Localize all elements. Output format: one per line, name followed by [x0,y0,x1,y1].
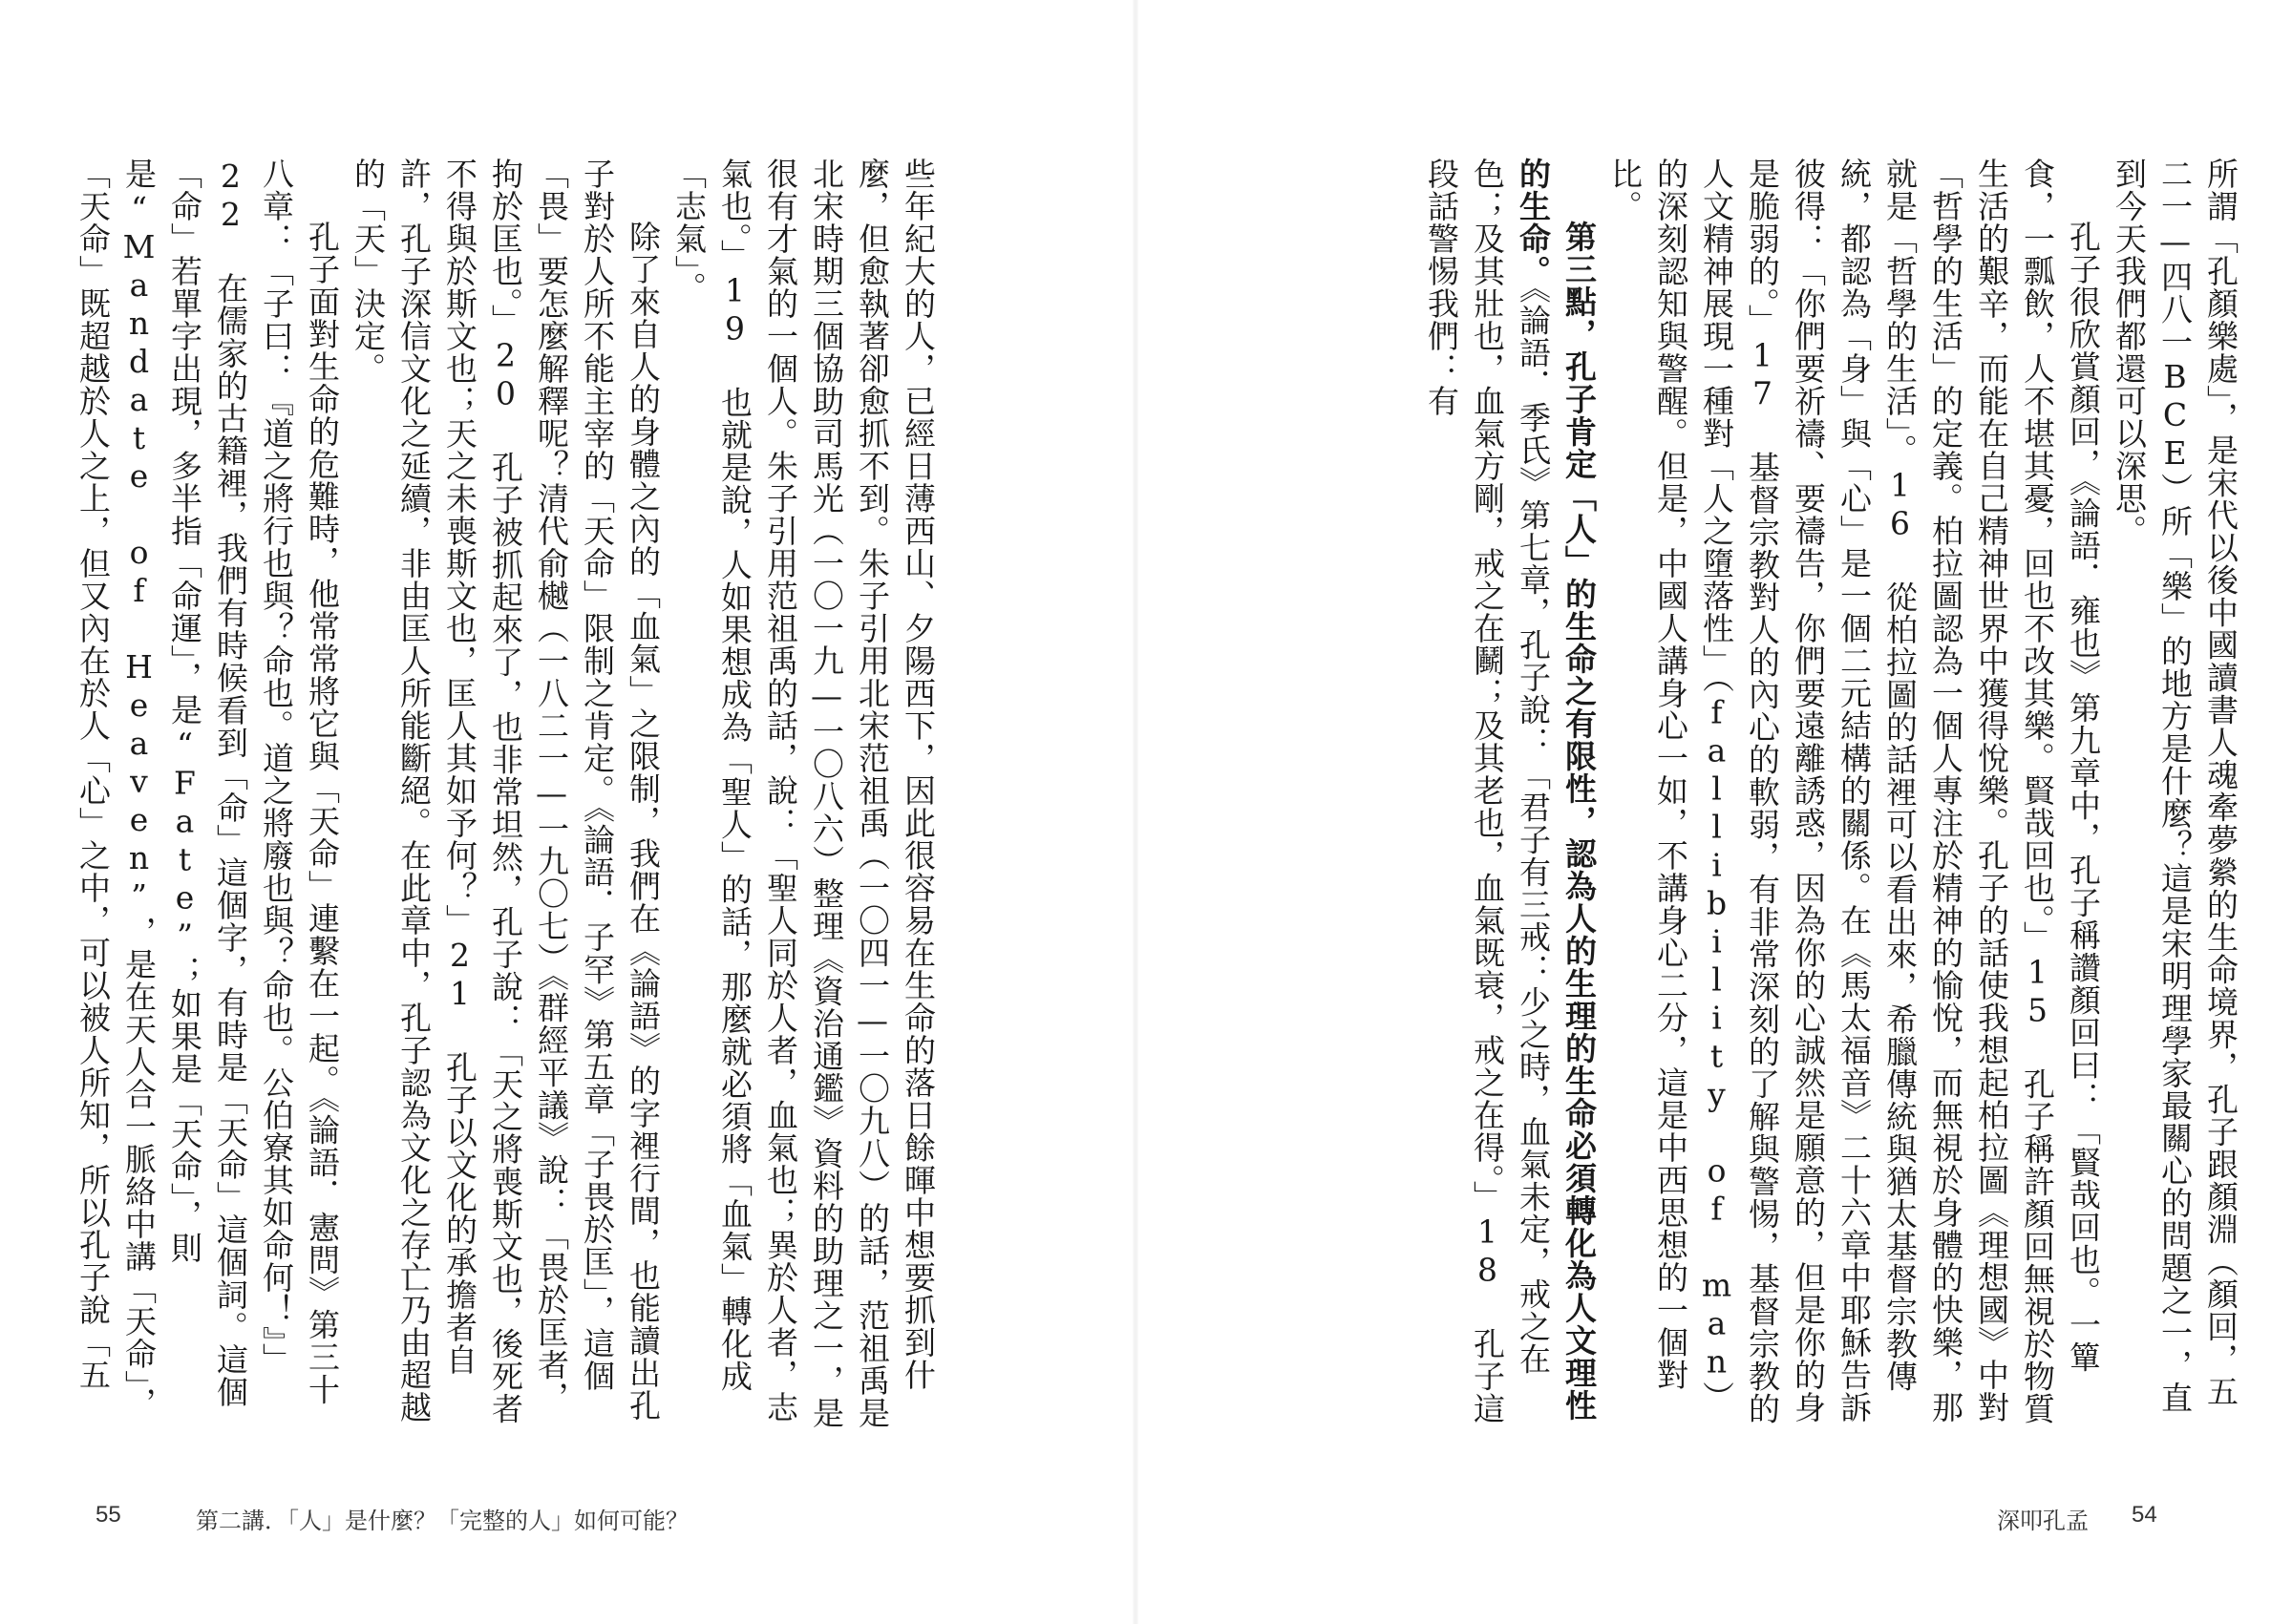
paragraph [1418,158,1602,1437]
right-page-body [1341,158,2243,1437]
page-number: 55 [96,1502,121,1528]
paragraph: 除了來自人的身體之內的「血氣」之限制，我們在《論語》的字裡行間，也能讀出孔子對於人所不能主宰的「天命」限制之肯定。《論語．子罕》第五章「子畏於匡」，這個「畏」要怎麼解釋呢？清代俞樾（一八二一—一九〇七）《群經平議》說：「畏於匡者，拘於匡也。」20 孔子被抓起來了，也非常坦然，孔子說：「天之將喪斯文也，後死者不得與於斯文也；天之未喪斯文也，匡人其如予何？」21 孔子以文化的承擔者自許，孔子深信文化之延續，非由匡人所能斷絕。在此章中，孔子認為文化之存亡乃由超越的「天」決定。 [350,158,662,1425]
emphasis-text: 第三點，孔子肯定「人」的生命之有限性，認為人的生理的生命必須轉化為人文理性的生命。 [1515,158,1598,1422]
right-page [1136,0,2271,1624]
running-title: 深叩孔孟 [1997,1508,2089,1534]
paragraph: 孔子很欣賞顏回，《論語．雍也》第九章中，孔子稱讚顏回曰：「賢哉回也。一簞食，一瓢飲，人不堪其憂，回也不改其樂。賢哉回也。」15 孔子稱許顏回無視於物質生活的艱辛，而能在自己精神世界中獲得悅樂。孔子的話使我想起柏拉圖《理想國》中對「哲學的生活」的定義。柏拉圖認為一個人專注於精神的愉悅，而無視於身體的快樂，那就是「哲學的生活」。16 從柏拉圖的話裡可以看出來，希臘傳統與猶太基督宗教傳統，都認為「身」與「心」是一個二元結構的關係。在《馬太福音》二十六章中耶穌告訴彼得：「你們要祈禱、要禱告，你們要遠離誘惑，因為你的心誠然是願意的，但是你的身是脆弱的。」17 基督宗教對人的內心的軟弱，有非常深刻的了解與警惕，基督宗教的人文精神展現一種對「人之墮落性」（fallibility of man）的深刻認知與警醒。但是，中國人講身心一如，不講身心二分，這是中西思想的一個對比。 [1606,158,2102,1425]
page-number: 54 [2132,1502,2157,1528]
paragraph: 孔子面對生命的危難時，他常常將它與「天命」連繫在一起。《論語．憲問》第三十八章：「子曰：『道之將行也與？命也。道之將廢也與？命也。公伯寮其如命何！』」22 在儒家的古籍裡，我們有時候看到「命」這個字，有時是「天命」這個詞。這個「命」若單字出現，多半指「命運」，是“Fate”；如果是「天命」，則是“Mandate of Heaven”，是在天人合一脈絡中講「天命」，「天命」既超越於人之上，但又內在於人「心」之中，可以被人所知，所以孔子說「五 [74,158,341,1420]
left-page-body [74,158,941,1437]
paragraph-continuation: 《論語．季氏》第七章，孔子說：「君子有三戒：少之時，血氣未定，戒之在色；及其壯也，血氣方剛，戒之在鬭；及其老也，血氣既衰，戒之在得。」18 孔子這段話警惕我們：有 [1423,158,1552,1425]
paragraph: 些年紀大的人，已經日薄西山、夕陽西下，因此很容易在生命的落日餘暉中想要抓到什麼，但愈執著卻愈抓不到。朱子引用北宋范祖禹（一〇四一—一〇九八）的話，范祖禹是北宋時期三個協助司馬光（一〇一九—一〇八六）整理《資治通鑑》資料的助理之一，是很有才氣的一個人。朱子引用范祖禹的話，說：「聖人同於人者，血氣也；異於人者，志氣也。」19 也就是說，人如果想成為「聖人」的話，那麼就必須將「血氣」轉化成「志氣」。 [670,158,937,1429]
running-title: 第二講．「人」是什麼？「完整的人」如何可能？ [196,1508,689,1534]
paragraph: 所謂「孔顏樂處」，是宋代以後中國讀書人魂牽夢縈的生命境界，孔子跟顏淵（顏回，五二一—四八一BCE）所「樂」的地方是什麼？這是宋明理學家最關心的問題之一，直到今天我們都還可以深思。 [2111,158,2239,1414]
